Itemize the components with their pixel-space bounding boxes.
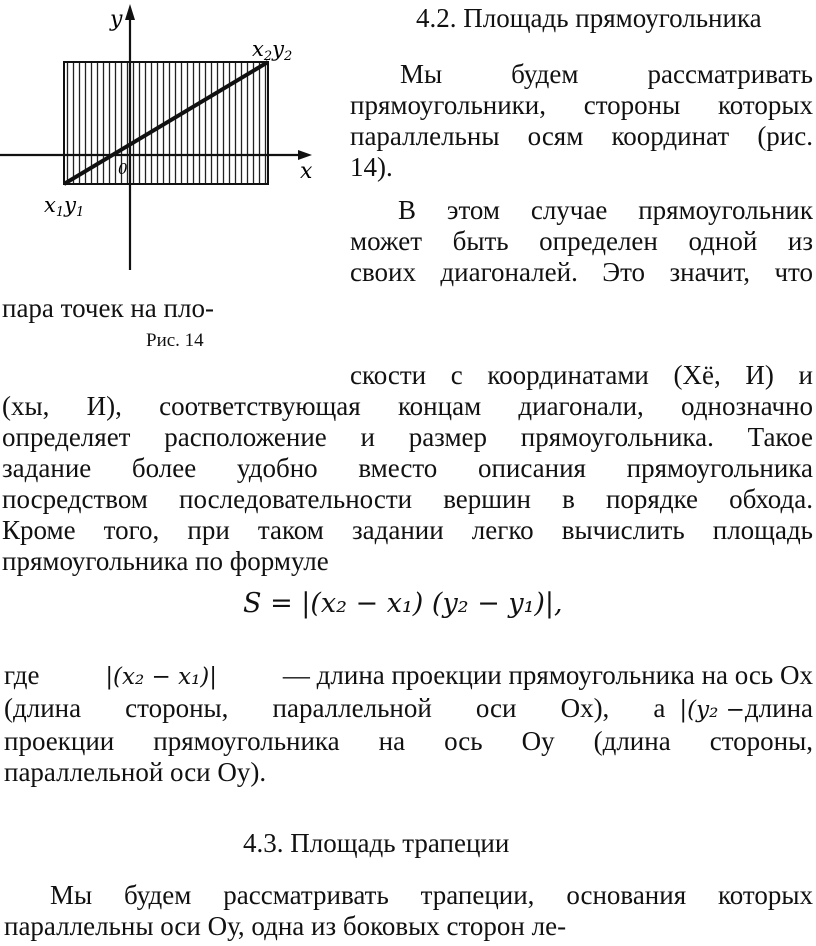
text-span: где bbox=[4, 660, 40, 690]
text-line-wrap: пара точек на пло- bbox=[2, 293, 214, 323]
text-span: длина bbox=[744, 693, 813, 723]
text-line: параллельной оси Оу). bbox=[4, 757, 267, 787]
paragraph-coordinates bbox=[2, 360, 813, 577]
text-line: В этом случае прямоугольник bbox=[398, 195, 813, 225]
text-span: (длина стороны, параллельной оси Ох), а bbox=[4, 693, 666, 723]
text-line: определяет расположение и размер прямоугольника. Такое bbox=[2, 422, 813, 452]
text-line: прямоугольники, стороны которых bbox=[350, 90, 813, 120]
text-line: посредством последовательности вершин в порядке обхода. bbox=[2, 484, 813, 514]
text-line: параллельны оси Оу, одна из боковых сторон ле- bbox=[4, 911, 567, 941]
text-line: Мы будем рассматривать трапеции, основания которых bbox=[50, 880, 813, 910]
text-line: проекции прямоугольника на ось Оу (длина стороны, bbox=[4, 726, 813, 756]
origin-label: 0 bbox=[118, 160, 128, 178]
paragraph-trapezoid bbox=[4, 880, 813, 942]
section-heading-4-3: 4.3. Площадь трапеции bbox=[243, 828, 510, 858]
x-axis-label: x bbox=[300, 159, 313, 184]
y-axis-arrow bbox=[125, 4, 135, 20]
text-line: 14). bbox=[350, 152, 393, 182]
paragraph-diagonal bbox=[350, 195, 813, 288]
text-line: Кроме того, при таком задании легко вычислить площадь bbox=[2, 515, 813, 545]
point-x2y2-label: x2y2 bbox=[252, 37, 293, 64]
text-line: задание более удобно вместо описания прямоугольника bbox=[2, 453, 813, 483]
paragraph-intro bbox=[350, 59, 813, 183]
text-line: скости с координатами (Хё, И) и bbox=[350, 360, 813, 390]
text-line: параллельны осям координат (рис. bbox=[350, 121, 813, 151]
text-line: Мы будем рассматривать bbox=[400, 59, 813, 89]
text-line bbox=[4, 660, 813, 693]
text-line: может быть определен одной из bbox=[350, 226, 813, 256]
y-axis-label: y bbox=[110, 7, 123, 32]
section-heading-4-2: 4.2. Площадь прямоугольника bbox=[416, 3, 762, 33]
paragraph-projections bbox=[4, 660, 813, 788]
figure-caption: Рис. 14 bbox=[146, 330, 204, 351]
text-line: своих диагоналей. Это значит, что bbox=[350, 257, 813, 287]
inline-math: |(x₂ − x₁)| bbox=[105, 664, 218, 690]
inline-math: |(y₂ − bbox=[679, 697, 745, 723]
text-span: — длина проекции прямоугольника на ось Ох bbox=[282, 660, 813, 690]
text-line: прямоугольника по формуле bbox=[2, 546, 329, 576]
figure-rectangle-diagram bbox=[0, 0, 340, 330]
area-formula: S = |(x₂ − x₁) (y₂ − y₁)|, bbox=[243, 588, 563, 619]
text-line: (хы, И), соответствующая концам диагонали, однозначно bbox=[2, 391, 813, 421]
point-x1y1-label: x1y1 bbox=[44, 193, 85, 220]
text-line bbox=[4, 693, 813, 726]
